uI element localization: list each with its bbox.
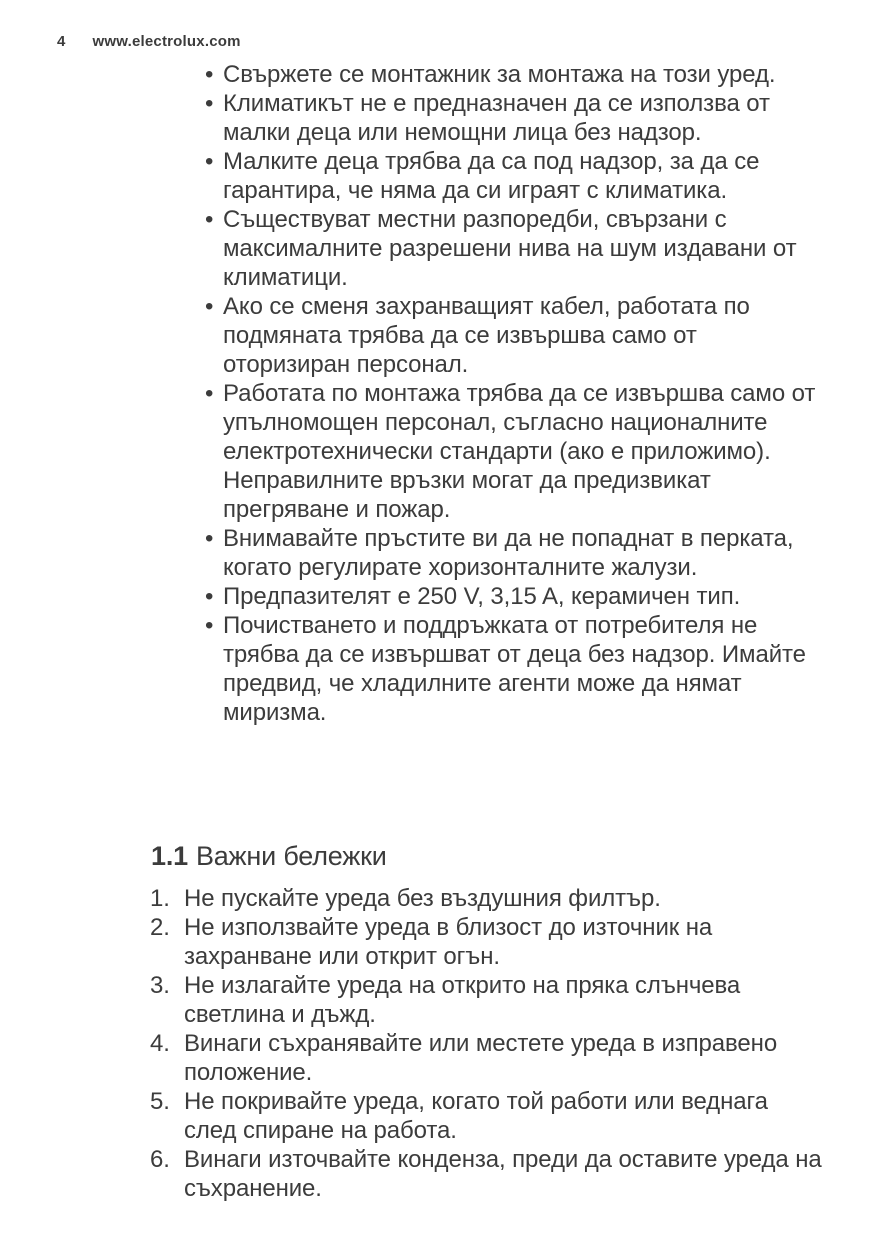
bullet-item [205, 582, 823, 611]
item-text: Не излагайте уреда на открито на пряка слънчева светлина и дъжд. [184, 972, 741, 1028]
item-text: Винаги източвайте конденза, преди да оставите уреда на съхранение. [184, 1146, 822, 1202]
numbered-item [150, 1145, 826, 1203]
bullet-marker-icon: • [205, 293, 214, 320]
website-text: www.electrolux.com [92, 33, 241, 50]
bullet-text: Съществуват местни разпоредби, свързани с максималните разрешени нива на шум издавани от климатици. [223, 206, 797, 291]
bullet-marker-icon: • [205, 148, 214, 175]
bullet-item [205, 60, 823, 89]
bullet-list [205, 60, 823, 727]
numbered-item [150, 913, 826, 971]
section-heading [151, 841, 387, 872]
bullet-text: Предпазителят е 250 V, 3,15 A, керамичен тип. [223, 583, 741, 610]
bullet-marker-icon: • [205, 90, 214, 117]
bullet-text: Свържете се монтажник за монтажа на този уред. [223, 61, 776, 88]
bullet-text: Работата по монтажа трябва да се извършва само от упълномощен персонал, съгласно националните електротехнически стандарти (ако е приложимо). Неправилните връзки могат да предизвикат прегряване и пожар. [223, 380, 816, 523]
bullet-text: Почистването и поддръжката от потребителя не трябва да се извършват от деца без надзор. Имайте предвид, че хладилните агенти може да нямат миризма. [223, 612, 806, 726]
numbered-item [150, 884, 826, 913]
item-text: Винаги съхранявайте или местете уреда в изправено положение. [184, 1030, 778, 1086]
section-title: Важни бележки [195, 841, 387, 871]
item-number: 1. [150, 885, 170, 912]
bullet-marker-icon: • [205, 61, 214, 88]
item-text: Не използвайте уреда в близост до източник на захранване или открит огън. [184, 914, 713, 970]
item-number: 5. [150, 1088, 170, 1115]
bullet-text: Внимавайте пръстите ви да не попаднат в перката, когато регулирате хоризонталните жалузи. [223, 525, 794, 581]
bullet-marker-icon: • [205, 612, 214, 639]
item-number: 4. [150, 1030, 170, 1057]
bullet-item [205, 611, 823, 727]
bullet-text: Ако се сменя захранващият кабел, работата по подмяната трябва да се извършва само от оторизиран персонал. [223, 293, 750, 378]
numbered-item [150, 971, 826, 1029]
bullet-item [205, 89, 823, 147]
bullet-text: Малките деца трябва да са под надзор, за да се гарантира, че няма да си играят с климатика. [223, 148, 760, 204]
bullet-item [205, 205, 823, 292]
bullet-text: Климатикът не е предназначен да се използва от малки деца или немощни лица без надзор. [223, 90, 770, 146]
bullet-marker-icon: • [205, 525, 214, 552]
numbered-item [150, 1087, 826, 1145]
bullet-marker-icon: • [205, 380, 214, 407]
item-number: 3. [150, 972, 170, 999]
bullet-marker-icon: • [205, 206, 214, 233]
section-number: 1.1 [151, 841, 188, 871]
bullet-item [205, 147, 823, 205]
numbered-item [150, 1029, 826, 1087]
item-number: 6. [150, 1146, 170, 1173]
page-number: 4 [57, 33, 66, 50]
page-header [57, 33, 241, 50]
bullet-item [205, 379, 823, 524]
numbered-list [150, 884, 826, 1203]
item-number: 2. [150, 914, 170, 941]
item-text: Не пускайте уреда без въздушния филтър. [184, 885, 661, 912]
bullet-item [205, 524, 823, 582]
bullet-item [205, 292, 823, 379]
bullet-marker-icon: • [205, 583, 214, 610]
item-text: Не покривайте уреда, когато той работи или веднага след спиране на работа. [184, 1088, 768, 1144]
